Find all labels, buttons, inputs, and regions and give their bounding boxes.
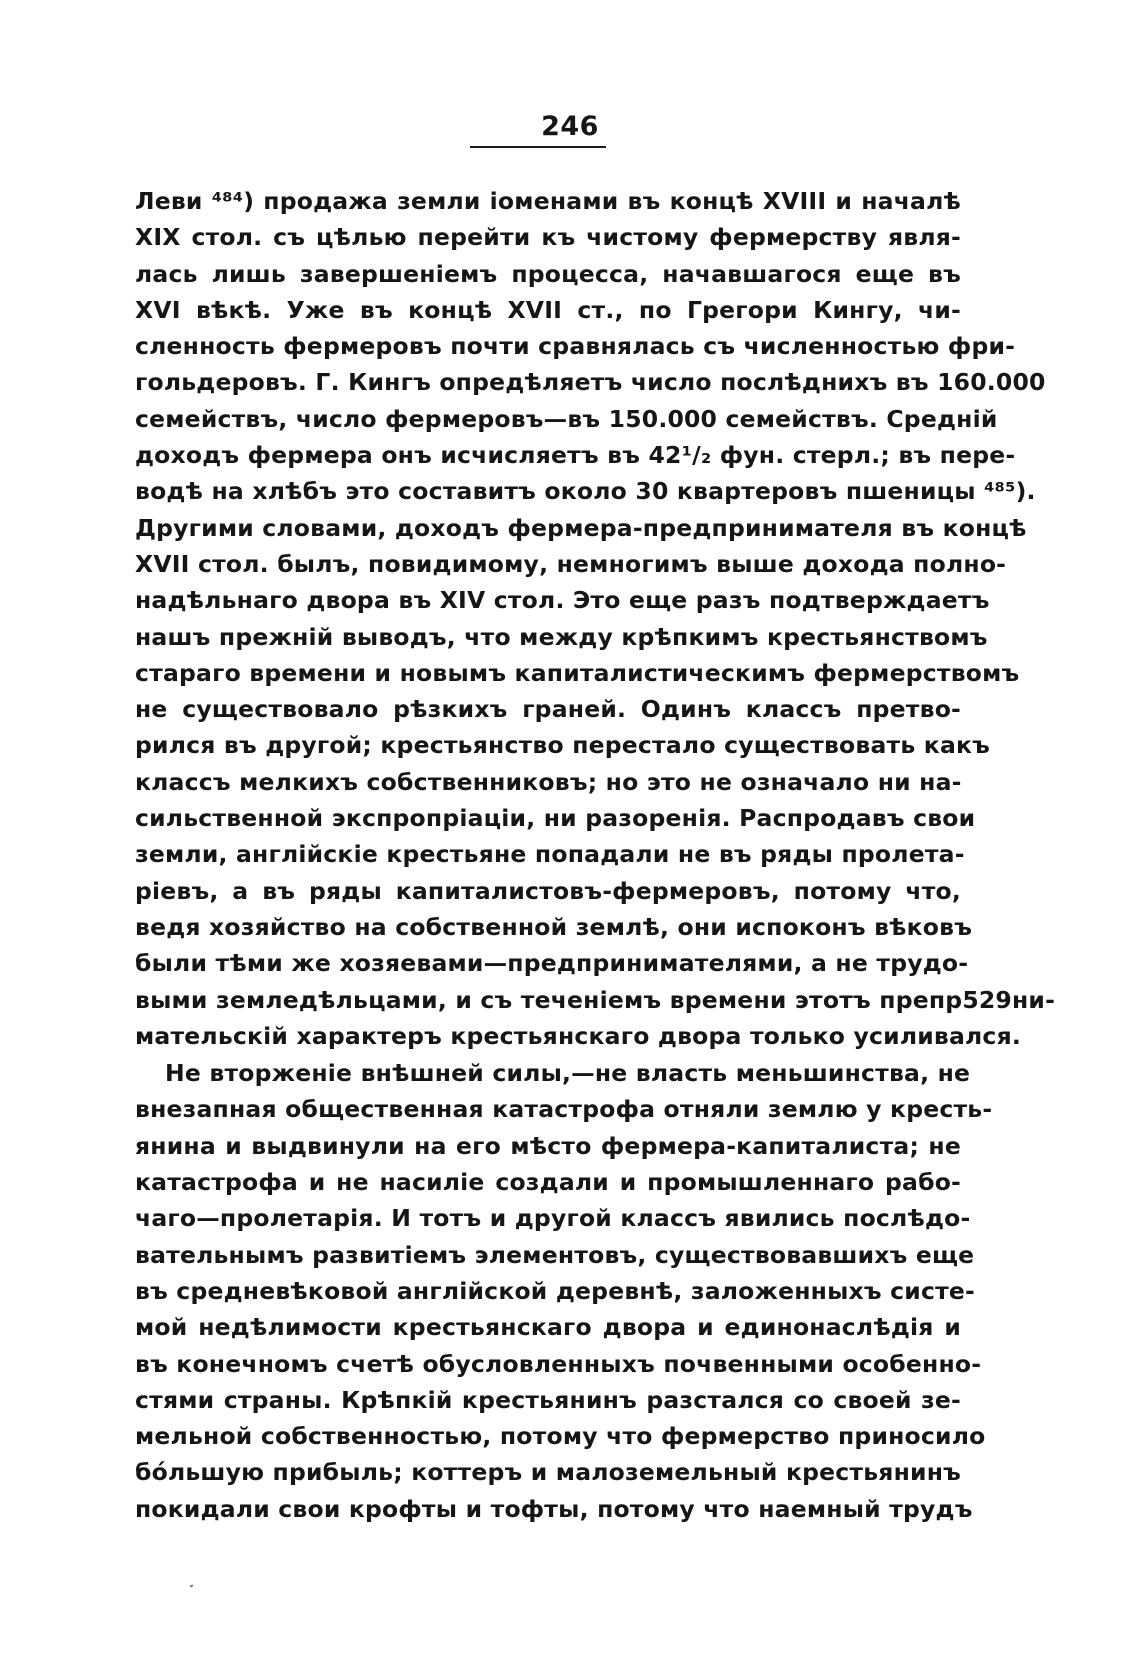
- page-number: 246: [541, 111, 599, 142]
- text-line: бóльшую прибыль; коттеръ и малоземельный крестьянинъ: [135, 1458, 961, 1487]
- text-line: Другими словами, доходъ фермера-предпринимателя въ концѣ: [135, 513, 1027, 542]
- text-line: XVI вѣкѣ. Уже въ концѣ XVII ст., по Грегори Кингу, чи-: [135, 295, 961, 324]
- text-line: ведя хозяйство на собственной землѣ, они испоконъ вѣковъ: [135, 912, 973, 941]
- print-speck: [190, 1584, 194, 1587]
- text-line: вательнымъ развитiемъ элементовъ, существовавшихъ еще: [135, 1240, 975, 1269]
- text-line: катастрофа и не насилiе создали и промышленнаго рабо-: [135, 1168, 961, 1197]
- body-text: [135, 183, 1056, 1527]
- paragraph: [135, 1055, 993, 1527]
- text-line: стями страны. Крѣпкiй крестьянинъ разстался со своей зе-: [135, 1385, 961, 1414]
- page-number-rule: [470, 146, 606, 148]
- text-line: сленность фермеровъ почти сравнялась съ численностью фри-: [135, 332, 1016, 361]
- text-line: сильственной экспропрiацiи, ни разоренiя. Распродавъ свои: [135, 804, 976, 833]
- text-line: рился въ другой; крестьянство перестало существовать какъ: [135, 731, 991, 760]
- text-line: водѣ на хлѣбъ это составитъ около 30 квартеровъ пшеницы ⁴⁸⁵).: [135, 477, 1036, 506]
- text-line: не существовало рѣзкихъ граней. Одинъ классъ претво-: [135, 695, 961, 724]
- text-line: нашъ прежнiй выводъ, что между крѣпкимъ крестьянствомъ: [135, 622, 988, 651]
- text-line: надѣльнаго двора въ XIV стол. Это еще разъ подтверждаетъ: [135, 586, 990, 615]
- text-line: XIX стол. съ цѣлью перейти къ чистому фермерству явля-: [135, 223, 961, 252]
- text-line: мельной собственностью, потому что фермерство приносило: [135, 1422, 986, 1451]
- text-line: лась лишь завершенiемъ процесса, начавшагося еще въ: [135, 259, 961, 288]
- text-line: янина и выдвинули на его мѣсто фермера-капиталиста; не: [135, 1131, 961, 1160]
- text-line: внезапная общественная катастрофа отняли землю у кресть-: [135, 1095, 993, 1124]
- text-line: мой недѣлимости крестьянскаго двора и единонаслѣдiя и: [135, 1313, 961, 1342]
- text-line: Леви ⁴⁸⁴) продажа земли iоменами въ концѣ XVIII и началѣ: [135, 187, 961, 215]
- text-line: земли, англiйскiе крестьяне попадали не въ ряды пролета-: [135, 840, 965, 869]
- text-line: классъ мелкихъ собственниковъ; но это не означало ни на-: [135, 767, 962, 796]
- text-line: мательскiй характеръ крестьянскаго двора только усиливался.: [135, 1021, 1021, 1050]
- text-line: выми земледѣльцами, и съ теченiемъ времени этотъ препр529ни-: [135, 985, 1056, 1014]
- text-line: стараго времени и новымъ капиталистическимъ фермерствомъ: [135, 658, 1020, 687]
- text-line: въ средневѣковой англiйской деревнѣ, заложенныхъ систе-: [135, 1276, 975, 1305]
- text-line: рiевъ, а въ ряды капиталистовъ-фермеровъ, потому что,: [135, 876, 961, 905]
- text-line: доходъ фермера онъ исчисляетъ въ 42¹/₂ фун. стерл.; въ пере-: [135, 441, 1016, 470]
- text-line: XVII стол. былъ, повидимому, немногимъ выше дохода полно-: [135, 549, 1007, 578]
- text-line: чаго—пролетарiя. И тотъ и другой классъ явились послѣдо-: [135, 1204, 971, 1233]
- text-line: были тѣми же хозяевами—предпринимателями, а не трудо-: [135, 949, 969, 978]
- paragraph: [135, 183, 1056, 1054]
- text-line: въ конечномъ счетѣ обусловленныхъ почвенными особенно-: [135, 1349, 982, 1378]
- text-line: семействъ, число фермеровъ—въ 150.000 семействъ. Среднiй: [135, 404, 998, 433]
- text-line: Не вторженiе внѣшней силы,—не власть меньшинства, не: [165, 1059, 971, 1088]
- text-line: покидали свои крофты и тофты, потому что наемный трудъ: [135, 1494, 973, 1523]
- text-line: гольдеровъ. Г. Кингъ опредѣляетъ число послѣднихъ въ 160.000: [135, 368, 1046, 397]
